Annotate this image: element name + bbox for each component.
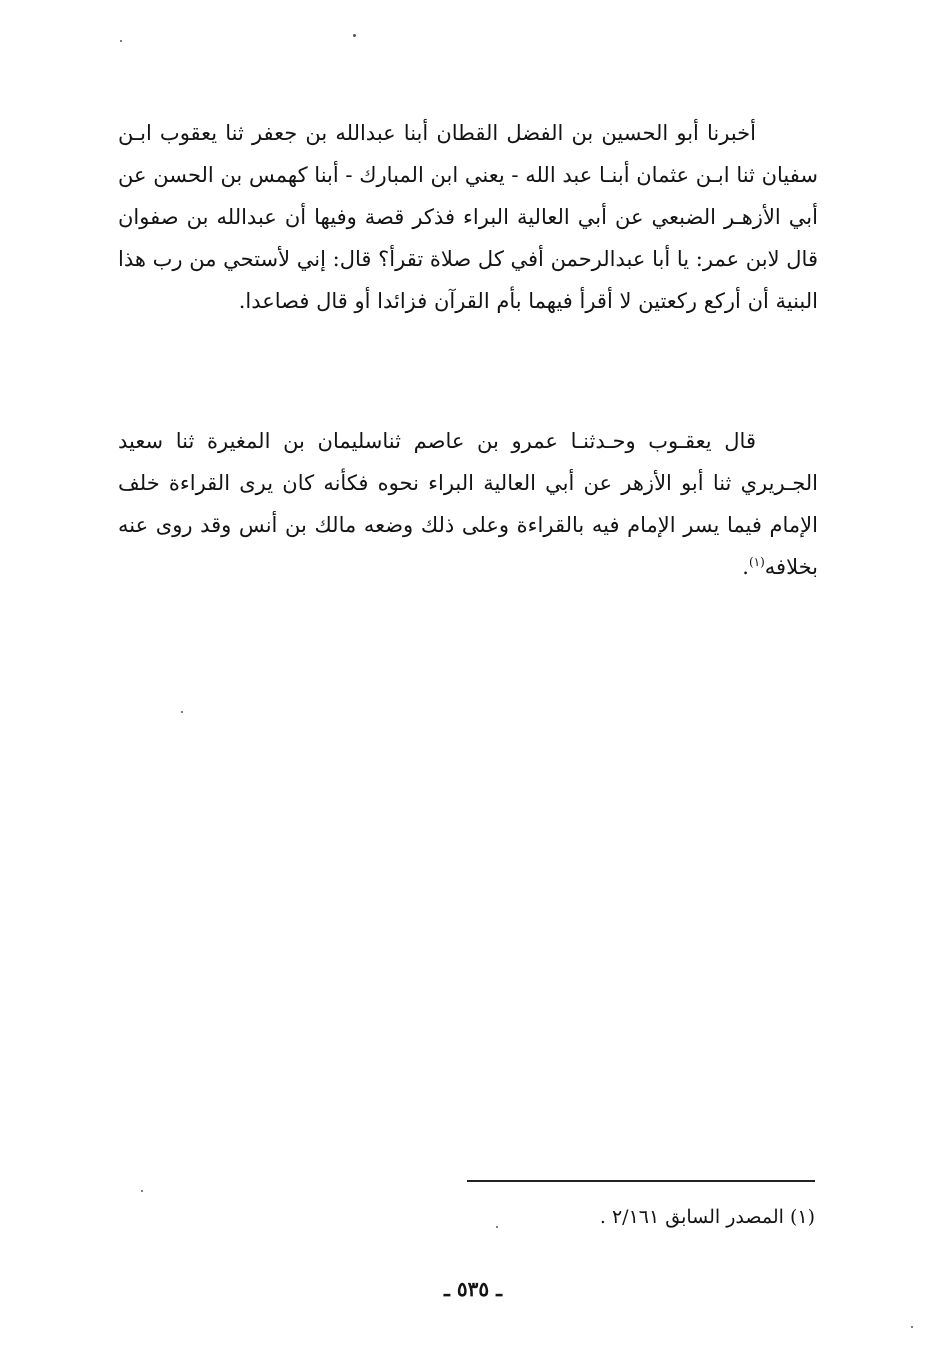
scan-speck [911,1326,913,1328]
page-number: ـ ٥٣٥ ـ [444,1277,502,1301]
paragraph-1: أخبرنا أبو الحسين بن الفضل القطان أبنا عبدالله بن جعفر ثنا يعقوب ابـن سفيان ثنا ابـن عثمان أبنـا عبد الله - يعني ابن المبارك - أبنا كهمس بن الحسن عن أبي الأزهـر الضبعي عن أبي العالية البراء فذكر قصة وفيها أن عبدالله بن صفوان قال لابن عمر: يا أبا عبدالرحمن أفي كل صلاة تقرأ؟ قال: إني لأستحي من رب هذا البنية أن أركع ركعتين لا أقرأ فيهما بأم القرآن فزائدا أو قال فصاعدا. [118,121,818,313]
footnote-separator [467,1180,815,1182]
paragraph-2-end: . [742,555,749,579]
scan-speck [353,34,356,37]
main-text-block [118,112,818,322]
paragraph-2 [118,420,818,588]
scan-speck [120,40,122,42]
paragraph-2-text: قال يعقـوب وحـدثنـا عمرو بن عاصم ثناسليمان بن المغيرة ثنا سعيد الجـريري ثنا أبو الأزهر عن أبي العالية البراء نحوه فكأنه كان يرى القراءة خلف الإمام فيما يسر الإمام فيه بالقراءة وعلى ذلك وضعه مالك بن أنس وقد روى عنه بخلافه [118,429,818,579]
footnote: (١) المصدر السابق ٢/١٦١ . [599,1206,815,1228]
scan-speck [181,711,183,713]
scan-speck [141,1190,143,1192]
footnote-reference: (١) [748,555,765,569]
main-text-block [118,420,818,588]
